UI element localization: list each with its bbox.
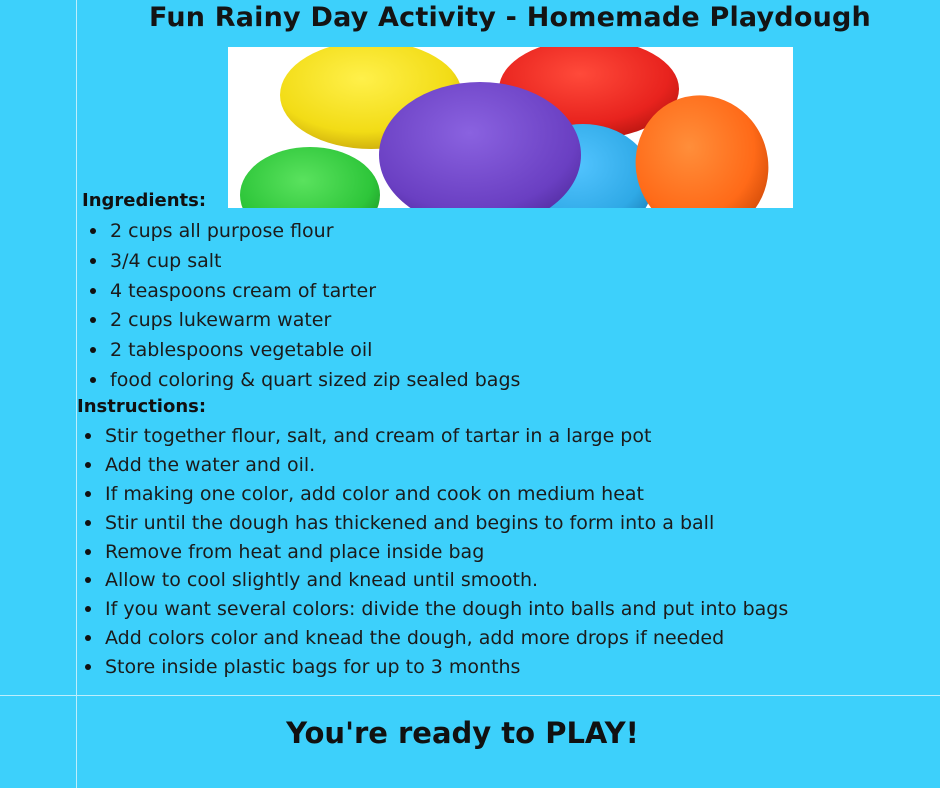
instruction-step: Stir together flour, salt, and cream of tartar in a large pot <box>105 424 788 453</box>
bullet-icon <box>85 664 91 670</box>
instruction-step: Remove from heat and place inside bag <box>105 540 788 569</box>
bullet-icon <box>85 635 91 641</box>
ingredient-item: 3/4 cup salt <box>110 249 520 279</box>
page-title: Fun Rainy Day Activity - Homemade Playdough <box>149 2 871 33</box>
instruction-step: Add the water and oil. <box>105 453 788 482</box>
playdough-photo <box>228 47 793 208</box>
instructions-heading: Instructions: <box>77 396 207 417</box>
bullet-icon <box>90 228 96 234</box>
bullet-icon <box>85 577 91 583</box>
instruction-step: Allow to cool slightly and knead until smooth. <box>105 568 788 597</box>
ingredient-item: 4 teaspoons cream of tarter <box>110 279 520 309</box>
ingredient-item: 2 tablespoons vegetable oil <box>110 338 520 368</box>
playdough-illustration <box>228 47 793 208</box>
bullet-icon <box>90 377 96 383</box>
ingredient-item: 2 cups lukewarm water <box>110 308 520 338</box>
bullet-icon <box>90 347 96 353</box>
bullet-icon <box>90 317 96 323</box>
instruction-step: If making one color, add color and cook on medium heat <box>105 482 788 511</box>
bullet-icon <box>90 288 96 294</box>
bullet-icon <box>90 258 96 264</box>
horizontal-divider <box>0 695 940 696</box>
instruction-step: Stir until the dough has thickened and begins to form into a ball <box>105 511 788 540</box>
ingredients-list <box>110 219 520 398</box>
vertical-divider <box>76 0 77 788</box>
ingredient-item: 2 cups all purpose flour <box>110 219 520 249</box>
bullet-icon <box>85 549 91 555</box>
ingredient-item: food coloring & quart sized zip sealed bags <box>110 368 520 398</box>
ingredients-heading: Ingredients: <box>82 190 207 211</box>
instruction-step: Add colors color and knead the dough, add more drops if needed <box>105 626 788 655</box>
bullet-icon <box>85 462 91 468</box>
green-dough-ball <box>240 147 380 208</box>
bullet-icon <box>85 520 91 526</box>
instructions-list <box>105 424 788 684</box>
instruction-step: Store inside plastic bags for up to 3 months <box>105 655 788 684</box>
footer-message: You're ready to PLAY! <box>286 716 639 750</box>
instruction-step: If you want several colors: divide the dough into balls and put into bags <box>105 597 788 626</box>
bullet-icon <box>85 606 91 612</box>
bullet-icon <box>85 433 91 439</box>
bullet-icon <box>85 491 91 497</box>
